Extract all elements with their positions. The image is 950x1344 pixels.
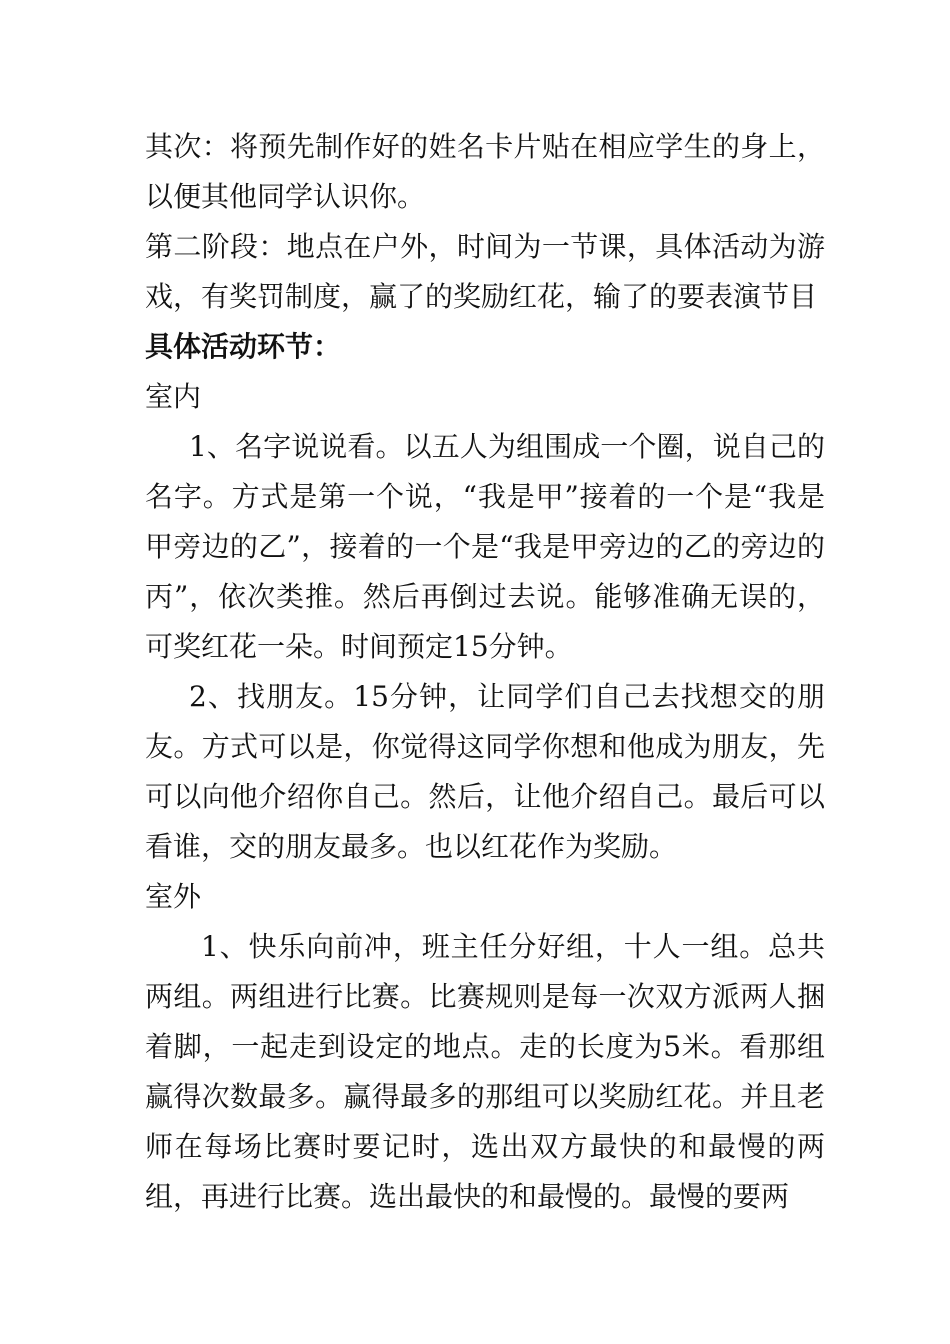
paragraph-stage-two: 第二阶段：地点在户外，时间为一节课，具体活动为游戏，有奖罚制度，赢了的奖励红花，输了的要表演节目 (145, 230, 825, 313)
paragraph-race-game: 1、快乐向前冲，班主任分好组，十人一组。总共两组。两组进行比赛。比赛规则是每一次双方派两人捆着脚，一起走到设定的地点。走的长度为5米。看那组赢得次数最多。赢得最多的那组可以奖励红花。并且老师在每场比赛时要记时，选出双方最快的和最慢的两组，再进行比赛。选出最快的和最慢的。最慢的要两 (145, 930, 825, 1213)
section-heading-activities: 具体活动环节： (145, 330, 342, 363)
document-body (145, 122, 825, 1222)
paragraph-name-cards: 其次：将预先制作好的姓名卡片贴在相应学生的身上，以便其他同学认识你。 (145, 130, 825, 213)
subheading-outdoor: 室外 (145, 880, 202, 913)
paragraph-name-game: 1、名字说说看。以五人为组围成一个圈，说自己的名字。方式是第一个说，“我是甲”接着的一个是“我是甲旁边的乙”，接着的一个是“我是甲旁边的乙的旁边的丙”，依次类推。然后再倒过去说。能够准确无误的，可奖红花一朵。时间预定15分钟。 (145, 430, 825, 663)
paragraph-find-friends: 2、找朋友。15分钟，让同学们自己去找想交的朋友。方式可以是，你觉得这同学你想和他成为朋友，先可以向他介绍你自己。然后，让他介绍自己。最后可以看谁，交的朋友最多。也以红花作为奖励。 (145, 680, 825, 863)
subheading-indoor: 室内 (145, 380, 202, 413)
